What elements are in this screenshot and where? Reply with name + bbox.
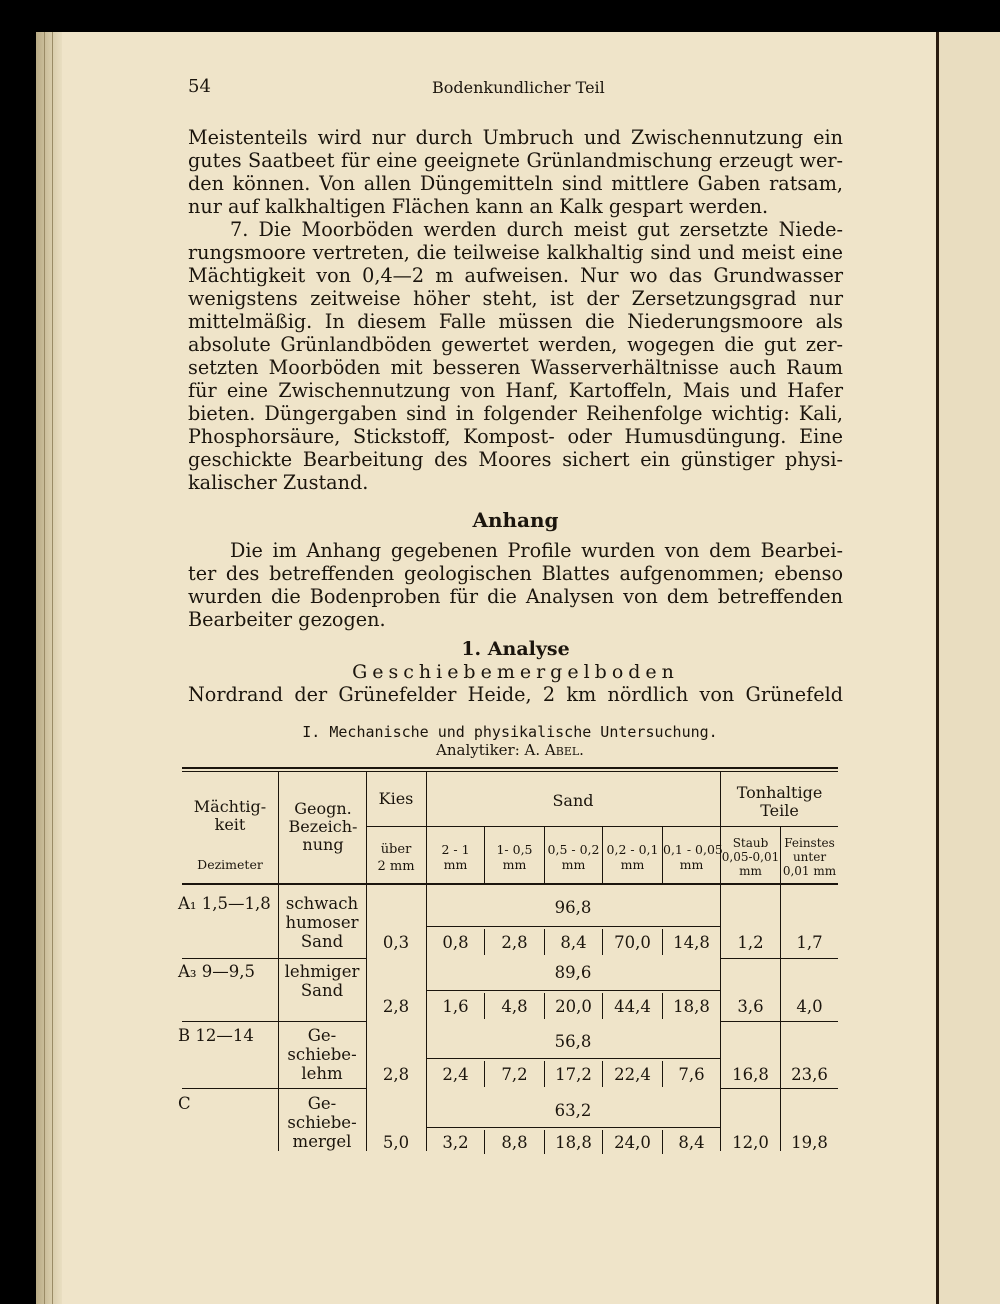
header-sand-1-05: 1- 0,5 mm: [496, 842, 533, 872]
appendix-heading: Anhang: [472, 508, 559, 532]
page-gutter: [36, 32, 62, 1304]
header-dust: Staub 0,05-0,01 mm: [721, 836, 780, 878]
soil-type: Geschiebemergelboden: [352, 661, 679, 683]
body-line: nur auf kalkhaltigen Flächen kann an Kalk gespart werden.: [188, 195, 769, 218]
row-gravel: 2,8: [382, 1065, 410, 1084]
sand-total-rule: [426, 926, 720, 927]
page-number: 54: [188, 76, 211, 97]
row-sand-value: 7,6: [678, 1065, 705, 1084]
row-depth: C: [178, 1094, 191, 1113]
row-sand-value: 24,0: [614, 1133, 651, 1152]
row-sand-value: 17,2: [555, 1065, 592, 1084]
body-line: für eine Zwischennutzung von Hanf, Kartoffeln, Mais und Hafer: [188, 379, 843, 402]
row-fine: 1,7: [796, 933, 823, 952]
row-soil-name: Ge- schiebe- mergel: [287, 1094, 357, 1151]
analyst-label: Analytiker: A.: [436, 741, 545, 759]
appendix-line: ter des betreffenden geologischen Blattes aufgenommen; ebenso: [188, 562, 843, 585]
table-rule-top: [182, 771, 838, 772]
header-sand-02-01: 0,2 - 0,1 mm: [606, 842, 659, 872]
body-line: bieten. Düngergaben sind in folgender Reihenfolge wichtig: Kali,: [188, 402, 843, 425]
row-gravel: 2,8: [382, 997, 410, 1016]
facing-page-edge: [936, 32, 1000, 1304]
body-line: gutes Saatbeet für eine geeignete Grünlandmischung erzeugt wer-: [188, 149, 843, 172]
row-gravel: 0,3: [382, 933, 410, 952]
row-sand-value: 20,0: [555, 997, 592, 1016]
row-sand-value: 18,8: [673, 997, 710, 1016]
body-line: den können. Von allen Düngemitteln sind mittlere Gaben ratsam,: [188, 172, 843, 195]
row-fine: 23,6: [791, 1065, 828, 1084]
table-col-rule: [426, 771, 427, 1151]
header-sand-2-1: 2 - 1 mm: [441, 842, 470, 872]
appendix-line: Bearbeiter gezogen.: [188, 608, 386, 631]
row-sand-total: 56,8: [554, 1032, 592, 1051]
row-sand-value: 8,4: [678, 1133, 705, 1152]
header-clay: Tonhaltige Teile: [736, 783, 823, 820]
analyst-name: Abel.: [544, 741, 584, 759]
row-sand-value: 2,8: [501, 933, 528, 952]
row-sand-value: 44,4: [614, 997, 651, 1016]
header-thickness-unit: Dezimeter: [197, 857, 263, 872]
row-sand-total: 96,8: [554, 898, 592, 917]
row-dust: 1,2: [737, 933, 764, 952]
row-sand-total: 89,6: [554, 963, 592, 982]
row-rule: [182, 1021, 366, 1022]
gutter-line: [44, 32, 45, 1304]
row-sand-total: 63,2: [554, 1101, 592, 1120]
body-line: Phosphorsäure, Stickstoff, Kompost- oder Humusdüngung. Eine: [188, 425, 843, 448]
sand-total-rule: [426, 1058, 720, 1059]
body-line: geschickte Bearbeitung des Moores sichert ein günstiger physi-: [188, 448, 843, 471]
body-line: Mächtigkeit von 0,4—2 m aufweisen. Nur wo das Grundwasser: [188, 264, 843, 287]
body-line: absolute Grünlandböden gewertet werden, wogegen die gut zer-: [188, 333, 843, 356]
sand-total-rule: [426, 1127, 720, 1128]
table-rule-head: [182, 883, 838, 885]
gutter-line: [52, 32, 53, 1304]
row-sand-value: 22,4: [614, 1065, 651, 1084]
body-line: setzten Moorböden mit besseren Wasserverhältnisse auch Raum: [188, 356, 843, 379]
running-title: Bodenkundlicher Teil: [432, 78, 605, 97]
row-soil-name: lehmiger Sand: [284, 962, 360, 1000]
row-gravel: 5,0: [382, 1133, 410, 1152]
row-sand-value: 70,0: [614, 933, 651, 952]
row-dust: 3,6: [737, 997, 764, 1016]
row-sand-value: 2,4: [442, 1065, 469, 1084]
row-sand-value: 14,8: [673, 933, 710, 952]
row-rule: [720, 1021, 838, 1022]
row-depth: B 12—14: [178, 1026, 254, 1045]
row-soil-name: schwach humoser Sand: [285, 894, 359, 951]
row-sand-value: 3,2: [442, 1133, 469, 1152]
body-line: kalischer Zustand.: [188, 471, 369, 494]
row-sand-value: 18,8: [555, 1133, 592, 1152]
row-sand-value: 8,8: [501, 1133, 528, 1152]
body-line: 7. Die Moorböden werden durch meist gut zersetzte Niede-: [230, 218, 843, 241]
header-gravel-size: über 2 mm: [377, 842, 415, 874]
row-rule: [720, 958, 838, 959]
body-line: Meistenteils wird nur durch Umbruch und Zwischennutzung ein: [188, 126, 843, 149]
header-sand: Sand: [552, 791, 594, 810]
row-depth: A₁ 1,5—1,8: [178, 894, 271, 913]
row-sand-value: 0,8: [442, 933, 469, 952]
row-sand-value: 8,4: [560, 933, 587, 952]
header-sand-01-005: 0,1 - 0,05 mm: [663, 842, 723, 872]
row-sand-value: 1,6: [442, 997, 469, 1016]
table-col-rule: [720, 771, 721, 1151]
row-fine: 19,8: [791, 1133, 828, 1152]
table-caption: I. Mechanische und physikalische Untersuchung.: [302, 723, 718, 741]
row-fine: 4,0: [796, 997, 823, 1016]
row-rule: [182, 1088, 366, 1089]
row-soil-name: Ge- schiebe- lehm: [287, 1026, 357, 1083]
appendix-line: Die im Anhang gegebenen Profile wurden von dem Bearbei-: [230, 539, 843, 562]
row-sand-value: 7,2: [501, 1065, 528, 1084]
appendix-line: wurden die Bodenproben für die Analysen von dem betreffenden: [188, 585, 843, 608]
row-dust: 12,0: [732, 1133, 769, 1152]
header-fine: Feinstes unter 0,01 mm: [782, 836, 837, 878]
header-thickness: Mächtig- keit: [193, 797, 267, 834]
table-rule-top: [182, 767, 838, 769]
sand-total-rule: [426, 990, 720, 991]
body-line: wenigstens zeitweise höher steht, ist der Zersetzungsgrad nur: [188, 287, 843, 310]
header-gravel: Kies: [378, 789, 414, 808]
row-rule: [720, 1088, 838, 1089]
analyst-line: [230, 741, 790, 759]
row-dust: 16,8: [732, 1065, 769, 1084]
header-sand-05-02: 0,5 - 0,2 mm: [547, 842, 600, 872]
body-line: mittelmäßig. In diesem Falle müssen die Niederungsmoore als: [188, 310, 843, 333]
body-line: rungsmoore vertreten, die teilweise kalkhaltig sind und meist eine: [188, 241, 843, 264]
location-line: Nordrand der Grünefelder Heide, 2 km nördlich von Grünefeld: [188, 683, 843, 706]
header-geo-name: Geogn. Bezeich- nung: [288, 799, 358, 854]
table-col-rule: [366, 771, 367, 1151]
row-rule: [182, 958, 366, 959]
row-depth: A₃ 9—9,5: [178, 962, 256, 981]
analysis-title: 1. Analyse: [461, 638, 570, 660]
row-sand-value: 4,8: [501, 997, 528, 1016]
